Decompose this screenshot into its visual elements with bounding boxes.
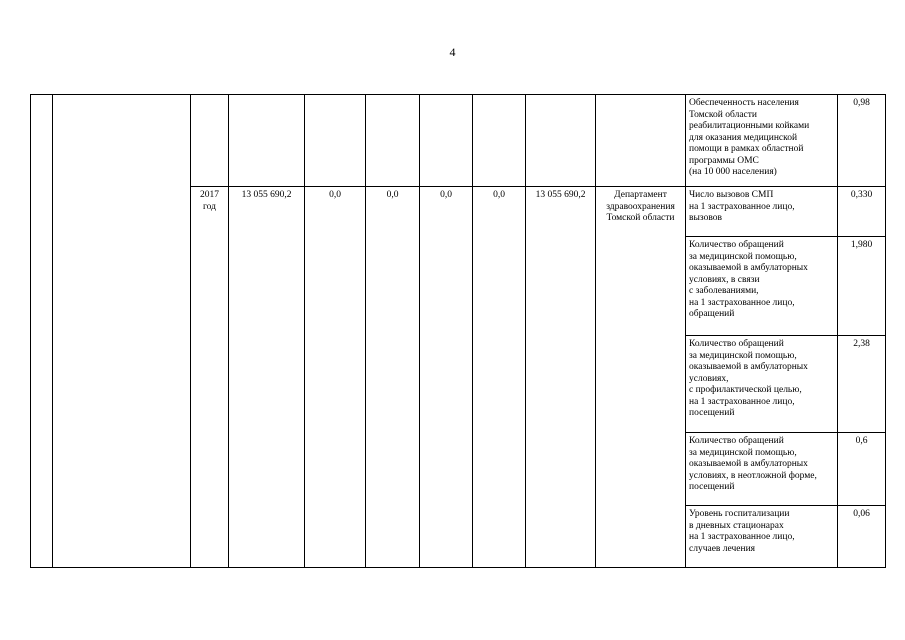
cell-empty xyxy=(305,95,366,187)
indicator-name: Число вызовов СМП на 1 застрахованное лицо, вызовов xyxy=(686,187,838,237)
cell-empty xyxy=(526,95,596,187)
cell-local: 0,0 xyxy=(420,187,473,568)
table-row xyxy=(31,95,886,187)
cell-empty xyxy=(366,95,420,187)
cell-total: 13 055 690,2 xyxy=(229,187,305,568)
indicator-value: 1,980 xyxy=(838,237,886,336)
indicator-value: 0,06 xyxy=(838,506,886,568)
cell-oms: 13 055 690,2 xyxy=(526,187,596,568)
cell-empty xyxy=(191,95,229,187)
indicator-value: 2,38 xyxy=(838,336,886,433)
cell-empty xyxy=(473,95,526,187)
cell-task-name xyxy=(53,95,191,568)
cell-federal: 0,0 xyxy=(305,187,366,568)
indicator-name: Уровень госпитализации в дневных стационарах на 1 застрахованное лицо, случаев лечения xyxy=(686,506,838,568)
indicator-name: Количество обращений за медицинской помощью, оказываемой в амбулаторных условиях, в неотложной форме, посещений xyxy=(686,433,838,506)
cell-empty xyxy=(229,95,305,187)
cell-empty xyxy=(596,95,686,187)
indicator-value: 0,330 xyxy=(838,187,886,237)
indicator-value: 0,98 xyxy=(838,95,886,187)
indicator-name: Количество обращений за медицинской помощью, оказываемой в амбулаторных условиях, в связи с заболеваниями, на 1 застрахованное лицо, обращений xyxy=(686,237,838,336)
cell-year: 2017 год xyxy=(191,187,229,568)
cell-executor: Департамент здравоохранения Томской области xyxy=(596,187,686,568)
cell-number xyxy=(31,95,53,568)
indicator-name: Количество обращений за медицинской помощью, оказываемой в амбулаторных условиях, с профилактической целью, на 1 застрахованное лицо, посещений xyxy=(686,336,838,433)
cell-regional: 0,0 xyxy=(366,187,420,568)
program-table xyxy=(30,94,886,568)
indicator-name: Обеспеченность населения Томской области реабилитационными койками для оказания медицинской помощи в рамках областной программы ОМС (на 10 000 населения) xyxy=(686,95,838,187)
cell-extra: 0,0 xyxy=(473,187,526,568)
cell-empty xyxy=(420,95,473,187)
indicator-value: 0,6 xyxy=(838,433,886,506)
page-number: 4 xyxy=(449,45,456,59)
